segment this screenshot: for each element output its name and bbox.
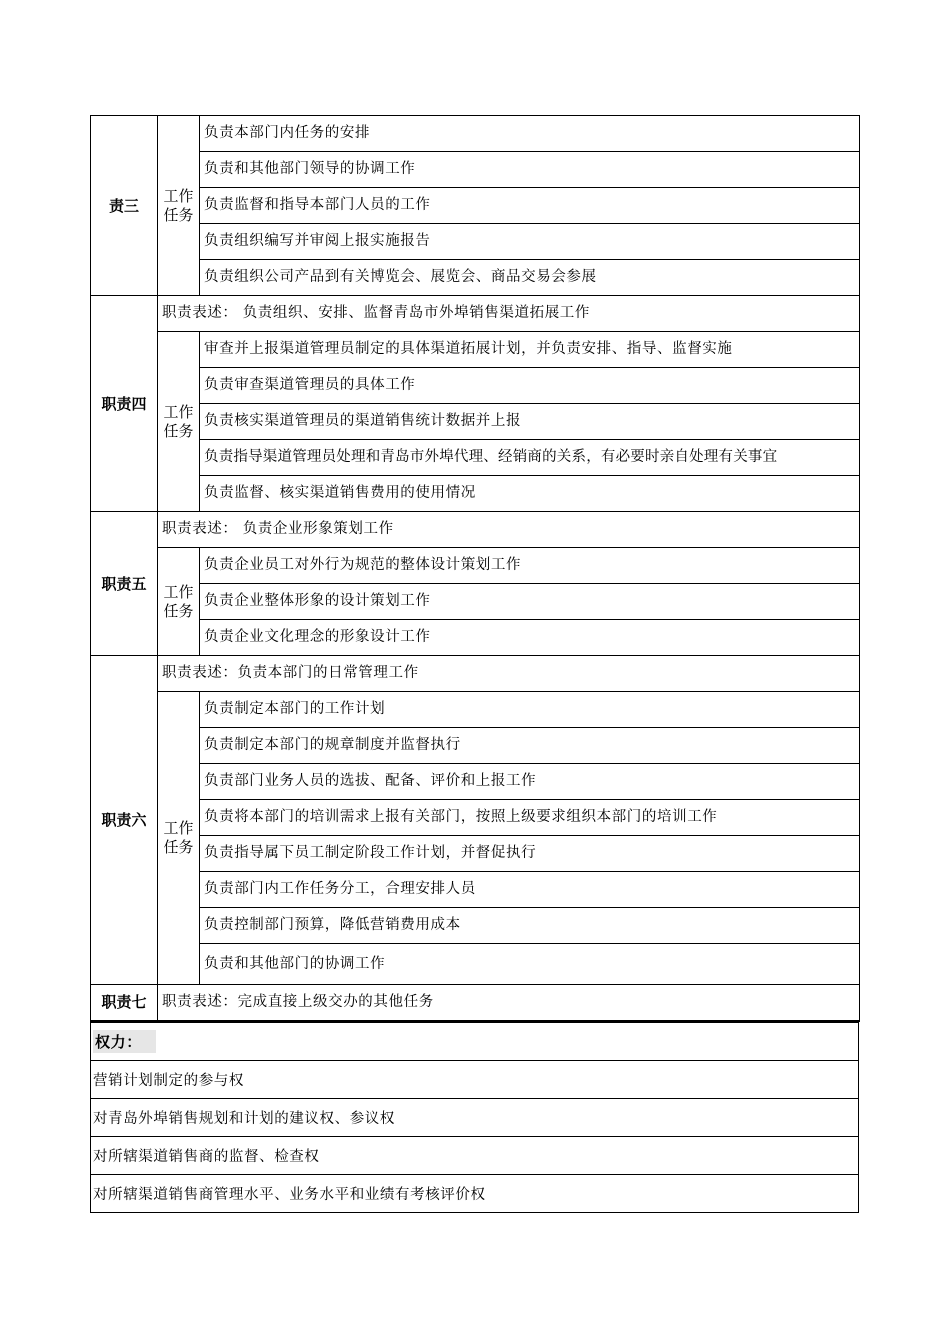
table-row [91, 404, 860, 440]
table-row [91, 152, 860, 188]
power-item: 营销计划制定的参与权 [91, 1061, 859, 1099]
table-row [91, 800, 860, 836]
table-row [91, 836, 860, 872]
duty-statement: 职责表述： 负责企业形象策划工作 [158, 512, 860, 548]
task-item: 负责控制部门预算，降低营销费用成本 [200, 908, 860, 944]
powers-title-cell [91, 1023, 859, 1061]
table-row [91, 440, 860, 476]
duty-category: 职责六 [91, 656, 158, 985]
duty-statement: 职责表述：完成直接上级交办的其他任务 [158, 985, 860, 1022]
tasks-label: 工作任务 [158, 548, 200, 656]
table-row [91, 1175, 859, 1213]
table-row [91, 656, 860, 692]
powers-title: 权力： [93, 1030, 156, 1053]
table-row [91, 476, 860, 512]
task-item: 负责核实渠道管理员的渠道销售统计数据并上报 [200, 404, 860, 440]
task-item: 负责制定本部门的规章制度并监督执行 [200, 728, 860, 764]
duties-table [90, 115, 860, 1022]
table-row [91, 620, 860, 656]
task-item: 负责企业文化理念的形象设计工作 [200, 620, 860, 656]
task-item: 负责本部门内任务的安排 [200, 116, 860, 152]
task-item: 负责制定本部门的工作计划 [200, 692, 860, 728]
duty-category: 职责五 [91, 512, 158, 656]
table-row [91, 692, 860, 728]
table-row [91, 512, 860, 548]
task-item: 负责组织编写并审阅上报实施报告 [200, 224, 860, 260]
task-item: 负责审查渠道管理员的具体工作 [200, 368, 860, 404]
duty-category: 职责七 [91, 985, 158, 1022]
task-item: 负责和其他部门领导的协调工作 [200, 152, 860, 188]
table-row [91, 116, 860, 152]
table-row [91, 332, 860, 368]
task-item: 负责监督、核实渠道销售费用的使用情况 [200, 476, 860, 512]
table-row [91, 368, 860, 404]
table-row [91, 1137, 859, 1175]
task-item: 负责将本部门的培训需求上报有关部门，按照上级要求组织本部门的培训工作 [200, 800, 860, 836]
table-row [91, 1023, 859, 1061]
power-item: 对所辖渠道销售商的监督、检查权 [91, 1137, 859, 1175]
table-row [91, 1061, 859, 1099]
tasks-label: 工作任务 [158, 692, 200, 985]
task-item: 负责组织公司产品到有关博览会、展览会、商品交易会参展 [200, 260, 860, 296]
duty-category: 责三 [91, 116, 158, 296]
tasks-label: 工作任务 [158, 332, 200, 512]
table-row [91, 764, 860, 800]
table-row [91, 985, 860, 1022]
table-row [91, 1099, 859, 1137]
table-row [91, 188, 860, 224]
power-item: 对青岛外埠销售规划和计划的建议权、参议权 [91, 1099, 859, 1137]
task-item: 负责部门业务人员的选拔、配备、评价和上报工作 [200, 764, 860, 800]
table-row [91, 944, 860, 985]
task-item: 负责和其他部门的协调工作 [200, 944, 860, 985]
power-item: 对所辖渠道销售商管理水平、业务水平和业绩有考核评价权 [91, 1175, 859, 1213]
table-row [91, 584, 860, 620]
duty-sheet [90, 115, 859, 1213]
task-item: 负责企业员工对外行为规范的整体设计策划工作 [200, 548, 860, 584]
table-row [91, 296, 860, 332]
duty-statement: 职责表述：负责本部门的日常管理工作 [158, 656, 860, 692]
duty-statement: 职责表述： 负责组织、安排、监督青岛市外埠销售渠道拓展工作 [158, 296, 860, 332]
task-item: 负责指导属下员工制定阶段工作计划，并督促执行 [200, 836, 860, 872]
table-row [91, 728, 860, 764]
task-item: 负责监督和指导本部门人员的工作 [200, 188, 860, 224]
task-item: 审查并上报渠道管理员制定的具体渠道拓展计划，并负责安排、指导、监督实施 [200, 332, 860, 368]
task-item: 负责部门内工作任务分工，合理安排人员 [200, 872, 860, 908]
duty-category: 职责四 [91, 296, 158, 512]
table-row [91, 548, 860, 584]
tasks-label: 工作任务 [158, 116, 200, 296]
table-row [91, 260, 860, 296]
task-item: 负责企业整体形象的设计策划工作 [200, 584, 860, 620]
table-row [91, 908, 860, 944]
table-row [91, 224, 860, 260]
task-item: 负责指导渠道管理员处理和青岛市外埠代理、经销商的关系，有必要时亲自处理有关事宜 [200, 440, 860, 476]
powers-table [90, 1022, 859, 1213]
table-row [91, 872, 860, 908]
